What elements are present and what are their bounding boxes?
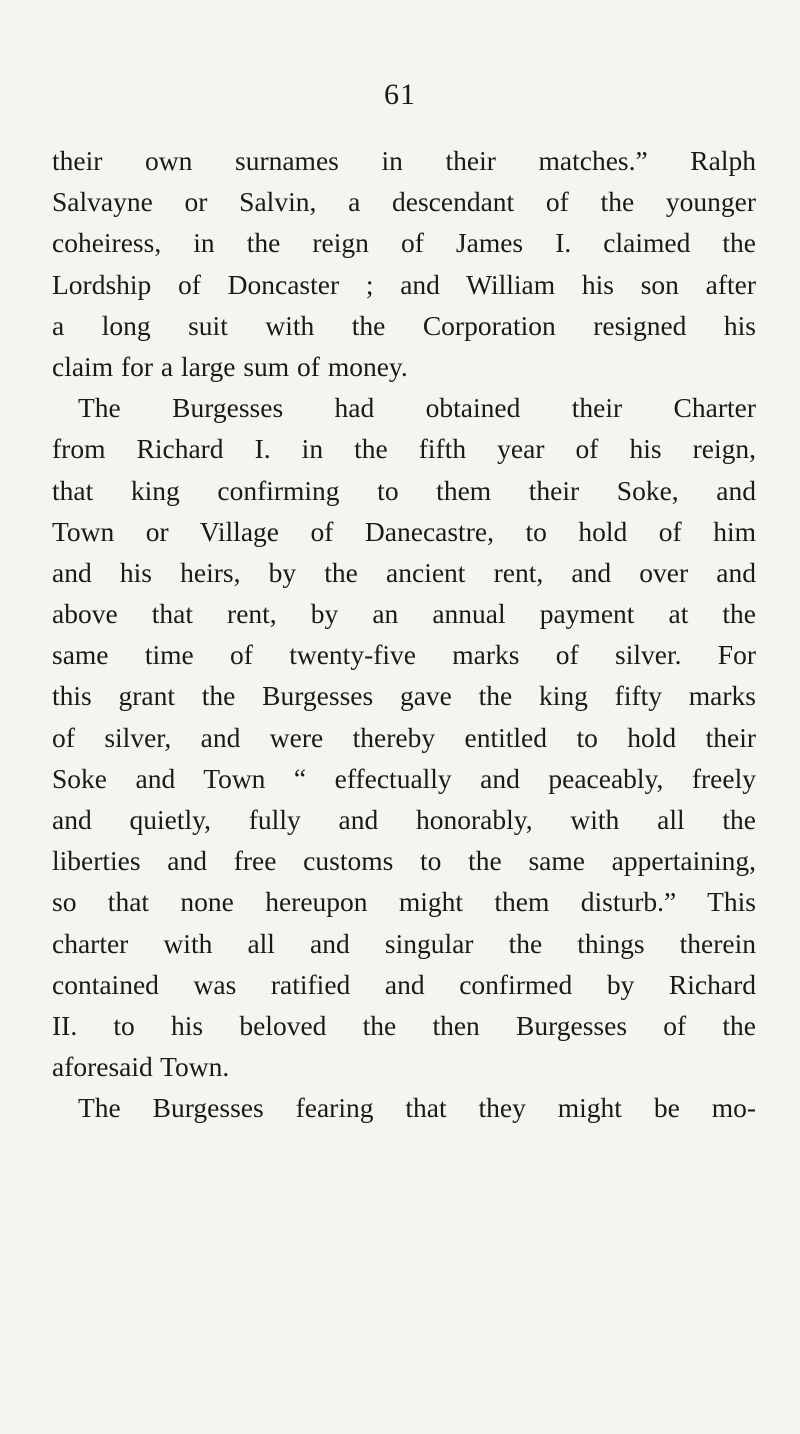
text-line: so that none hereupon might them disturb.” This (52, 886, 756, 918)
text-line: their own surnames in their matches.” Ralph (52, 145, 756, 176)
text-line: Salvayne or Salvin, a descendant of the younger (52, 186, 756, 218)
text-line: aforesaid Town. (52, 1051, 230, 1083)
text-line: above that rent, by an annual payment at the (52, 598, 756, 630)
text-line: Soke and Town “ effectually and peaceably, freely (52, 762, 756, 794)
page-number: 61 (384, 78, 416, 111)
text-line: coheiress, in the reign of James I. claimed the (52, 227, 756, 259)
text-line: charter with all and singular the things therein (52, 927, 756, 959)
paragraph-start-line: The Burgesses had obtained their Charter (78, 392, 756, 424)
text-line: same time of twenty-five marks of silver. For (52, 639, 756, 671)
text-line: a long suit with the Corporation resigned his (52, 309, 756, 341)
text-line: of silver, and were thereby entitled to hold their (52, 721, 756, 753)
text-line: II. to his beloved the then Burgesses of the (52, 1009, 756, 1041)
paragraph-start-line: The Burgesses fearing that they might be mo- (78, 1092, 756, 1124)
text-line: that king confirming to them their Soke, and (52, 474, 756, 506)
text-line: this grant the Burgesses gave the king fifty marks (52, 680, 756, 712)
text-line: claim for a large sum of money. (52, 350, 408, 382)
text-line: contained was ratified and confirmed by Richard (52, 968, 756, 1000)
text-line: and his heirs, by the ancient rent, and over and (52, 556, 756, 588)
text-line: liberties and free customs to the same appertaining, (52, 845, 756, 877)
text-line: from Richard I. in the fifth year of his reign, (52, 433, 756, 465)
text-line: and quietly, fully and honorably, with all the (52, 804, 756, 835)
body-text (52, 140, 756, 1129)
text-line: Town or Village of Danecastre, to hold of him (52, 515, 756, 547)
text-line: Lordship of Doncaster ; and William his son after (52, 268, 756, 300)
